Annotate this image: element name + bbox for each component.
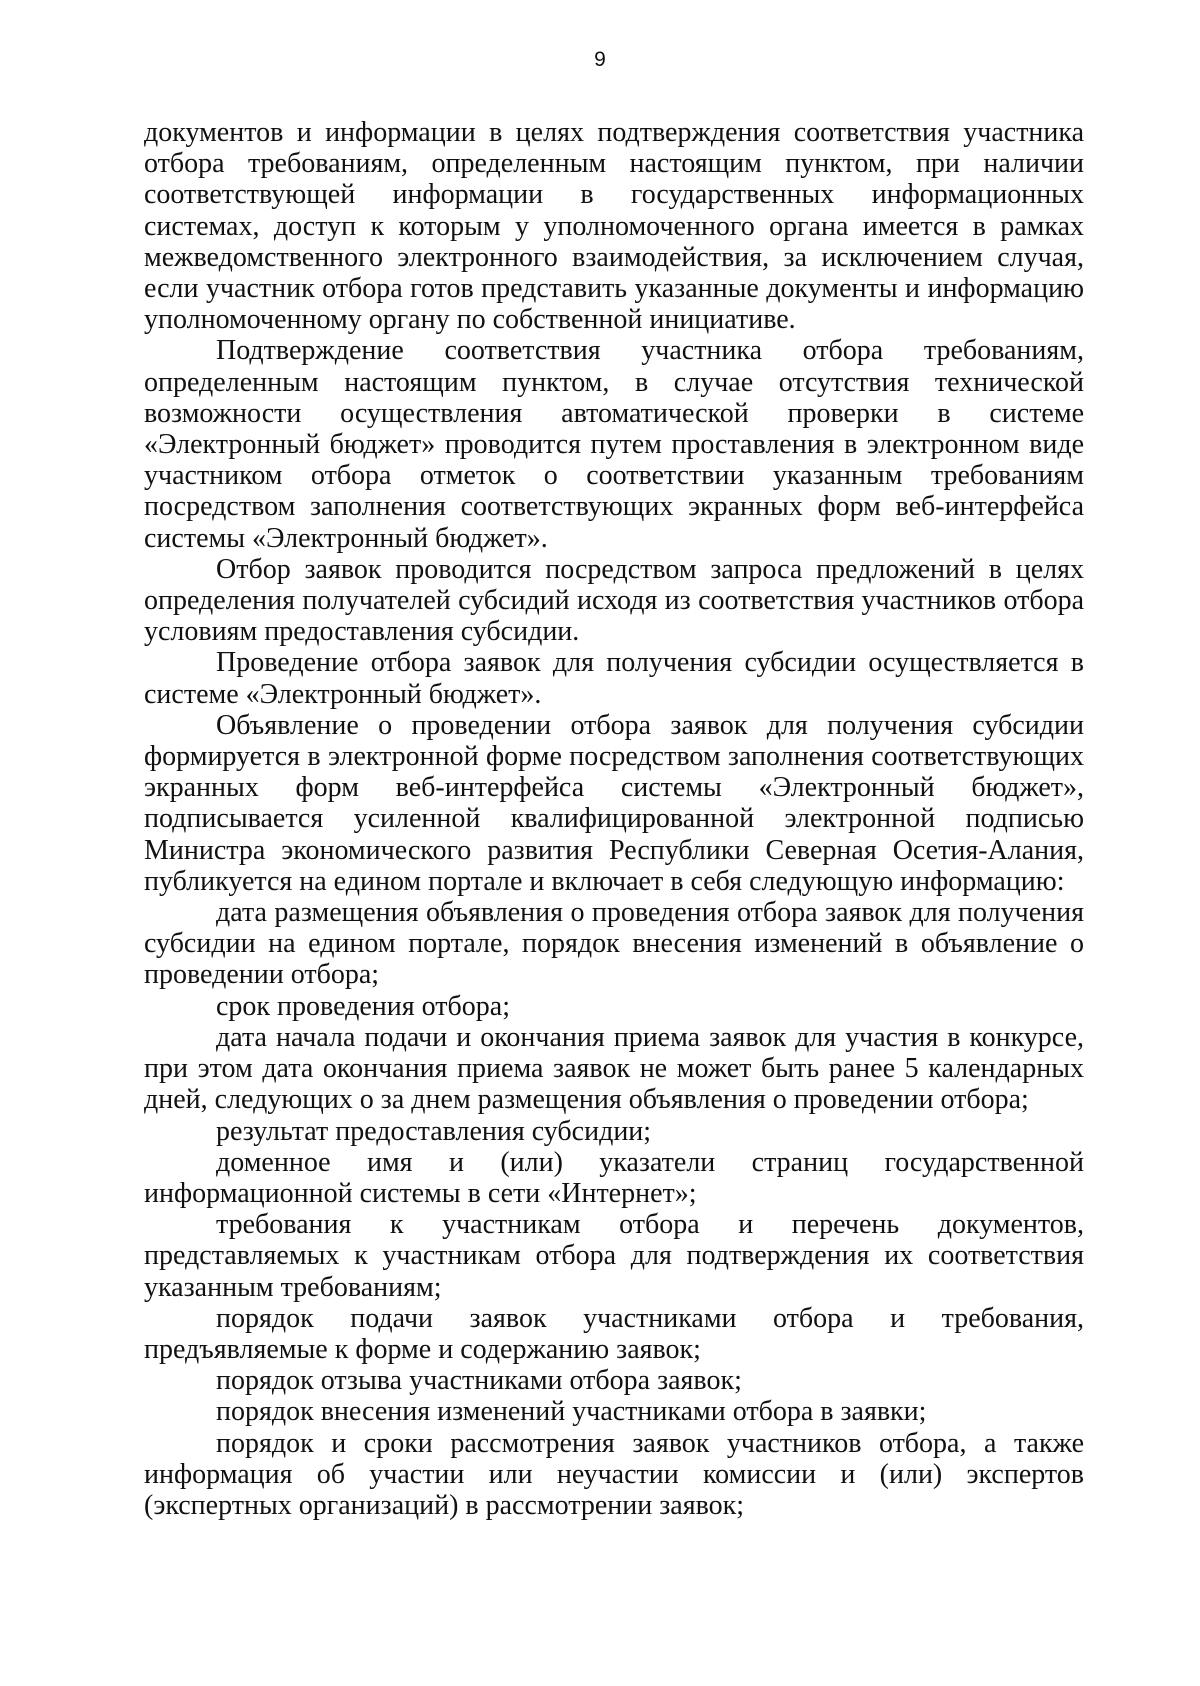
paragraph: Подтверждение соответствия участника отбора требованиям, определенным настоящим пунктом, в случае отсутствия технической возможности осуществления автоматической проверки в системе «Электронный бюджет» проводится путем проставления в электронном виде участником отбора отметок о соответствии указанным требованиям посредством заполнения соответствующих экранных форм веб-интерфейса системы «Электронный бюджет». <box>144 335 1084 554</box>
paragraph: Проведение отбора заявок для получения субсидии осуществляется в системе «Электронный бюджет». <box>144 647 1084 710</box>
list-item: порядок и сроки рассмотрения заявок участников отбора, а также информация об участии или неучастии комиссии и (или) экспертов (экспертных организаций) в рассмотрении заявок; <box>144 1427 1084 1521</box>
list-item: дата размещения объявления о проведения отбора заявок для получения субсидии на едином портале, порядок внесения изменений в объявление о проведении отбора; <box>144 897 1084 991</box>
paragraph: документов и информации в целях подтверждения соответствия участника отбора требованиям, определенным настоящим пунктом, при наличии соответствующей информации в государственных информационных системах, доступ к которым у уполномоченного органа имеется в рамках межведомственного электронного взаимодействия, за исключением случая, если участник отбора готов представить указанные документы и информацию уполномоченному органу по собственной инициативе. <box>144 117 1084 336</box>
list-item: срок проведения отбора; <box>216 990 510 1022</box>
list-item: доменное имя и (или) указатели страниц государственной информационной системы в сети «Интернет»; <box>144 1146 1084 1209</box>
list-item: порядок подачи заявок участниками отбора и требования, предъявляемые к форме и содержанию заявок; <box>144 1302 1084 1365</box>
paragraph: Отбор заявок проводится посредством запроса предложений в целях определения получателей субсидий исходя из соответствия участников отбора условиям предоставления субсидии. <box>144 553 1084 648</box>
body-text <box>144 117 1084 1521</box>
paragraph: Объявление о проведении отбора заявок для получения субсидии формируется в электронной форме посредством заполнения соответствующих экранных форм веб-интерфейса системы «Электронный бюджет», подписывается усиленной квалифицированной электронной подписью Министра экономического развития Республики Северная Осетия-Алания, публикуется на едином портале и включает в себя следующую информацию: <box>144 709 1084 897</box>
list-item: результат предоставления субсидии; <box>216 1115 652 1147</box>
list-item: порядок внесения изменений участниками отбора в заявки; <box>216 1396 927 1428</box>
list-item: требования к участникам отбора и перечень документов, представляемых к участникам отбора для подтверждения их соответствия указанным требованиям; <box>144 1209 1084 1303</box>
list-item: порядок отзыва участниками отбора заявок; <box>216 1365 742 1397</box>
page-number: 9 <box>594 48 606 71</box>
list-item: дата начала подачи и окончания приема заявок для участия в конкурсе, при этом дата окончания приема заявок не может быть ранее 5 календарных дней, следующих о за днем размещения объявления о проведении отбора; <box>144 1021 1084 1116</box>
